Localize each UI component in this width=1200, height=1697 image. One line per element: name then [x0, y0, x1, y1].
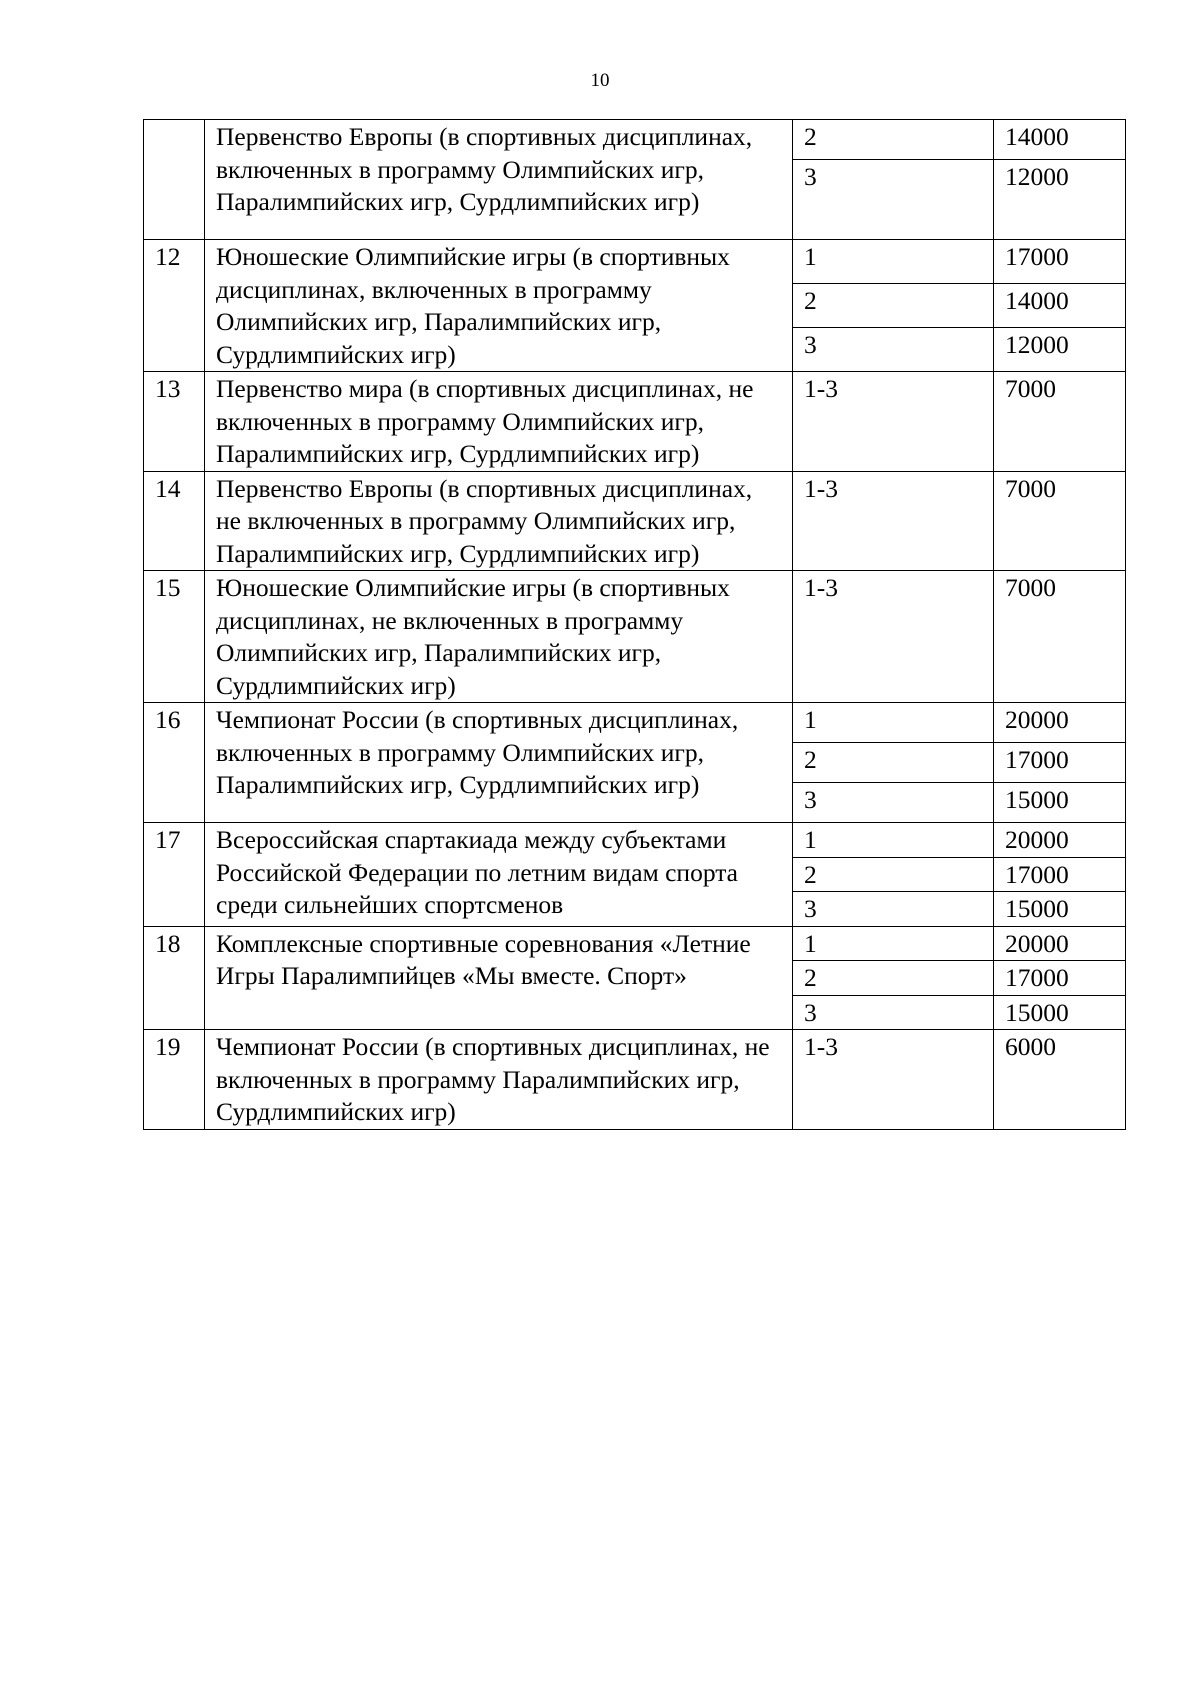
competition-name: Комплексные спортивные соревнования «Летние Игры Паралимпийцев «Мы вместе. Спорт»	[205, 926, 793, 1030]
table-row	[144, 926, 1126, 961]
place-cell: 1	[793, 240, 994, 284]
competition-name: Чемпионат России (в спортивных дисциплинах, включенных в программу Олимпийских игр, Паралимпийских игр, Сурдлимпийских игр)	[205, 703, 793, 823]
row-number: 17	[144, 823, 205, 927]
competition-name: Всероссийская спартакиада между субъектами Российской Федерации по летним видам спорта среди сильнейших спортсменов	[205, 823, 793, 927]
row-number: 16	[144, 703, 205, 823]
amount-cell: 15000	[994, 995, 1126, 1030]
amount-cell: 7000	[994, 571, 1126, 703]
competition-name: Чемпионат России (в спортивных дисциплинах, не включенных в программу Паралимпийских игр, Сурдлимпийских игр)	[205, 1030, 793, 1130]
table-row	[144, 1030, 1126, 1130]
amount-cell: 17000	[994, 743, 1126, 783]
competition-name: Первенство Европы (в спортивных дисциплинах, включенных в программу Олимпийских игр, Паралимпийских игр, Сурдлимпийских игр)	[205, 120, 793, 240]
place-cell: 1	[793, 703, 994, 743]
table-row	[144, 823, 1126, 858]
amount-cell: 14000	[994, 284, 1126, 328]
amount-cell: 15000	[994, 783, 1126, 823]
place-cell: 3	[793, 995, 994, 1030]
amount-cell: 17000	[994, 857, 1126, 892]
row-number: 13	[144, 372, 205, 472]
table-row	[144, 571, 1126, 703]
row-number: 12	[144, 240, 205, 372]
place-cell: 2	[793, 857, 994, 892]
competition-name: Юношеские Олимпийские игры (в спортивных дисциплинах, включенных в программу Олимпийских игр, Паралимпийских игр, Сурдлимпийских игр)	[205, 240, 793, 372]
table-row	[144, 471, 1126, 571]
competition-name: Первенство мира (в спортивных дисциплинах, не включенных в программу Олимпийских игр, Паралимпийских игр, Сурдлимпийских игр)	[205, 372, 793, 472]
awards-table	[143, 119, 1126, 1130]
amount-cell: 6000	[994, 1030, 1126, 1130]
place-cell: 2	[793, 120, 994, 160]
amount-cell: 17000	[994, 240, 1126, 284]
place-cell: 3	[793, 160, 994, 240]
amount-cell: 12000	[994, 328, 1126, 372]
page-number: 10	[590, 70, 610, 91]
amount-cell: 7000	[994, 372, 1126, 472]
place-cell: 2	[793, 743, 994, 783]
amount-cell: 15000	[994, 892, 1126, 927]
place-cell: 1-3	[793, 471, 994, 571]
competition-name: Первенство Европы (в спортивных дисциплинах, не включенных в программу Олимпийских игр, Паралимпийских игр, Сурдлимпийских игр)	[205, 471, 793, 571]
place-cell: 1-3	[793, 372, 994, 472]
amount-cell: 7000	[994, 471, 1126, 571]
place-cell: 1-3	[793, 571, 994, 703]
place-cell: 3	[793, 783, 994, 823]
place-cell: 1-3	[793, 1030, 994, 1130]
place-cell: 1	[793, 926, 994, 961]
table-row	[144, 120, 1126, 160]
amount-cell: 14000	[994, 120, 1126, 160]
row-number	[144, 120, 205, 240]
amount-cell: 12000	[994, 160, 1126, 240]
competition-name: Юношеские Олимпийские игры (в спортивных дисциплинах, не включенных в программу Олимпийских игр, Паралимпийских игр, Сурдлимпийских игр)	[205, 571, 793, 703]
place-cell: 1	[793, 823, 994, 858]
table-row	[144, 372, 1126, 472]
amount-cell: 20000	[994, 823, 1126, 858]
table-row	[144, 703, 1126, 743]
amount-cell: 20000	[994, 703, 1126, 743]
place-cell: 3	[793, 892, 994, 927]
table-row	[144, 240, 1126, 284]
amount-cell: 20000	[994, 926, 1126, 961]
row-number: 15	[144, 571, 205, 703]
place-cell: 2	[793, 284, 994, 328]
place-cell: 2	[793, 961, 994, 996]
row-number: 18	[144, 926, 205, 1030]
row-number: 14	[144, 471, 205, 571]
row-number: 19	[144, 1030, 205, 1130]
place-cell: 3	[793, 328, 994, 372]
amount-cell: 17000	[994, 961, 1126, 996]
